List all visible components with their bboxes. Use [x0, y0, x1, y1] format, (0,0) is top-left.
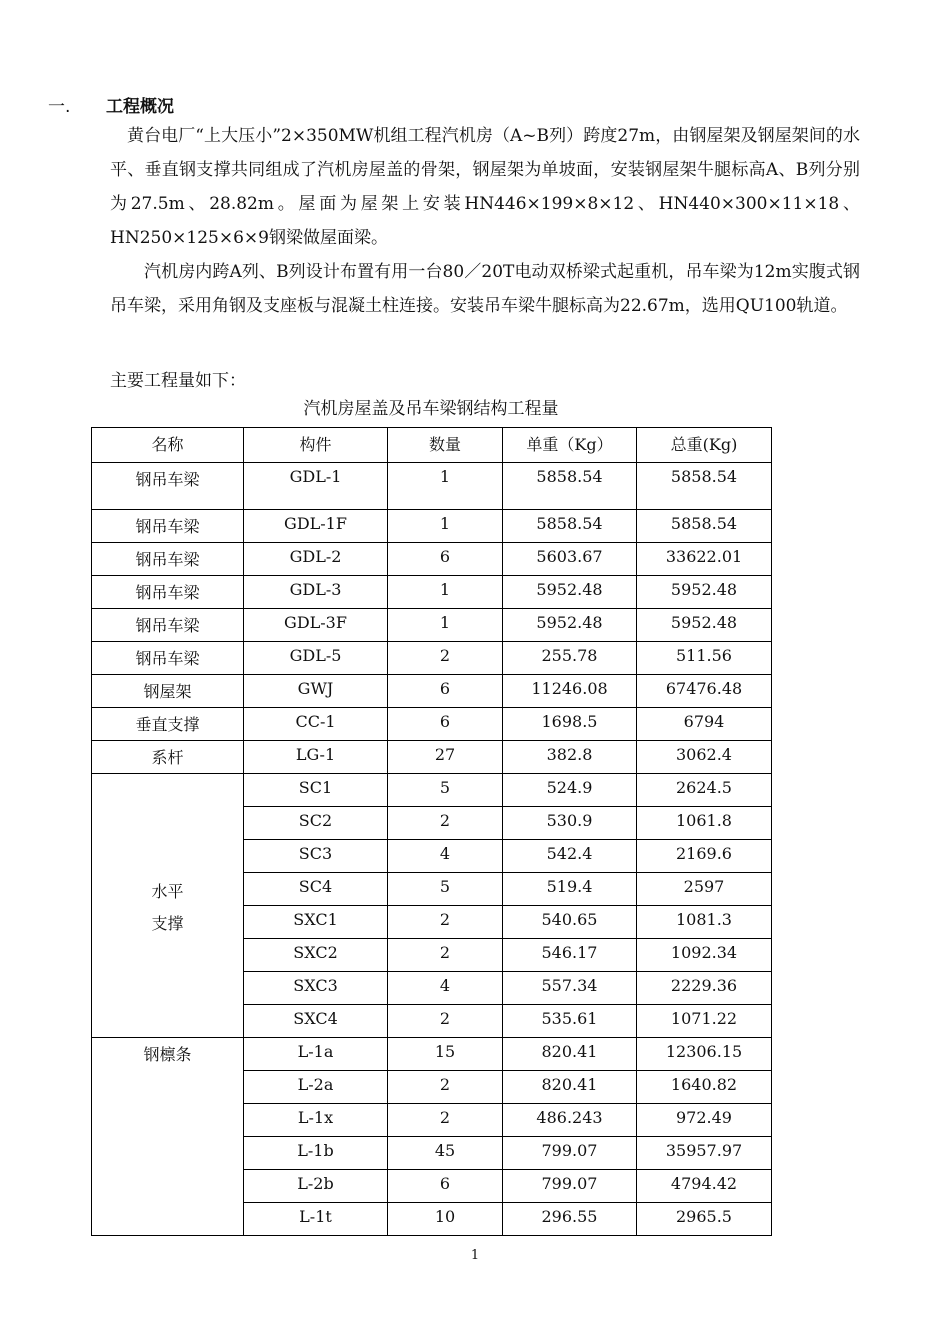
cell-component: CC-1 — [244, 708, 388, 741]
cell-quantity: 4 — [388, 840, 503, 873]
table-row — [92, 609, 772, 642]
header-quantity: 数量 — [388, 428, 503, 463]
cell-component: SC1 — [244, 774, 388, 807]
cell-unit-weight: 5603.67 — [503, 543, 637, 576]
cell-name: 系杆 — [92, 741, 244, 774]
table-row — [92, 543, 772, 576]
cell-quantity: 27 — [388, 741, 503, 774]
cell-name: 钢吊车梁 — [92, 576, 244, 609]
cell-component: SC3 — [244, 840, 388, 873]
cell-unit-weight: 255.78 — [503, 642, 637, 675]
cell-total-weight: 35957.97 — [637, 1137, 772, 1170]
cell-component: GDL-1F — [244, 510, 388, 543]
cell-total-weight: 2624.5 — [637, 774, 772, 807]
cell-total-weight: 6794 — [637, 708, 772, 741]
quantity-table — [91, 427, 772, 1236]
cell-total-weight: 2169.6 — [637, 840, 772, 873]
cell-quantity: 2 — [388, 807, 503, 840]
cell-unit-weight: 542.4 — [503, 840, 637, 873]
cell-unit-weight: 540.65 — [503, 906, 637, 939]
cell-total-weight: 5952.48 — [637, 576, 772, 609]
cell-unit-weight: 530.9 — [503, 807, 637, 840]
cell-unit-weight: 486.243 — [503, 1104, 637, 1137]
cell-quantity: 1 — [388, 576, 503, 609]
group-name-line-1: 水平 — [151, 881, 184, 901]
cell-total-weight: 5858.54 — [637, 463, 772, 510]
paragraph-overview: 黄台电厂“上大压小”2×350MW机组工程汽机房（A~B列）跨度27m，由钢屋架及钢屋架间的水平、垂直钢支撑共同组成了汽机房屋盖的骨架，钢屋架为单坡面，安装钢屋架牛腿标高A、B列分别为27.5m、28.82m。屋面为屋架上安装HN446×199×8×12、HN440×300×11×18、HN250×125×6×9钢梁做屋面梁。 — [110, 126, 860, 248]
cell-component: L-1x — [244, 1104, 388, 1137]
table-caption: 汽机房屋盖及吊车梁钢结构工程量 — [303, 399, 559, 419]
table-row — [92, 576, 772, 609]
cell-quantity: 2 — [388, 1071, 503, 1104]
cell-group-purlin: 钢檩条 — [92, 1038, 244, 1236]
table-row — [92, 463, 772, 510]
cell-unit-weight: 535.61 — [503, 1005, 637, 1038]
cell-name: 钢吊车梁 — [92, 609, 244, 642]
cell-component: GDL-5 — [244, 642, 388, 675]
table-header-row — [92, 428, 772, 463]
table-row — [92, 708, 772, 741]
cell-component: L-1t — [244, 1203, 388, 1236]
cell-component: GDL-3 — [244, 576, 388, 609]
section-heading — [48, 92, 174, 117]
cell-component: SC2 — [244, 807, 388, 840]
table-row — [92, 1038, 772, 1071]
cell-unit-weight: 382.8 — [503, 741, 637, 774]
cell-quantity: 1 — [388, 463, 503, 510]
cell-quantity: 45 — [388, 1137, 503, 1170]
cell-quantity: 2 — [388, 1005, 503, 1038]
cell-component: SXC2 — [244, 939, 388, 972]
cell-name: 钢吊车梁 — [92, 463, 244, 510]
cell-quantity: 2 — [388, 1104, 503, 1137]
cell-name: 钢吊车梁 — [92, 543, 244, 576]
cell-unit-weight: 11246.08 — [503, 675, 637, 708]
cell-quantity: 1 — [388, 609, 503, 642]
cell-total-weight: 1081.3 — [637, 906, 772, 939]
cell-component: GWJ — [244, 675, 388, 708]
cell-quantity: 2 — [388, 939, 503, 972]
cell-unit-weight: 1698.5 — [503, 708, 637, 741]
cell-total-weight: 1092.34 — [637, 939, 772, 972]
paragraph-crane: 汽机房内跨A列、B列设计布置有用一台80／20T电动双桥梁式起重机，吊车梁为12m实腹式钢吊车梁，采用角钢及支座板与混凝土柱连接。安装吊车梁牛腿标高为22.67m，选用QU100轨道。 — [110, 262, 860, 316]
cell-unit-weight: 5952.48 — [503, 576, 637, 609]
cell-component: GDL-2 — [244, 543, 388, 576]
cell-total-weight: 3062.4 — [637, 741, 772, 774]
cell-total-weight: 5952.48 — [637, 609, 772, 642]
paragraph-quantities-intro: 主要工程量如下： — [110, 371, 246, 391]
table-row — [92, 675, 772, 708]
cell-unit-weight: 799.07 — [503, 1170, 637, 1203]
cell-group-horizontal-brace — [92, 774, 244, 1038]
cell-name: 钢吊车梁 — [92, 510, 244, 543]
group-name-line-2: 支撑 — [151, 913, 184, 933]
cell-unit-weight: 524.9 — [503, 774, 637, 807]
cell-quantity: 6 — [388, 708, 503, 741]
cell-quantity: 6 — [388, 1170, 503, 1203]
header-name: 名称 — [92, 428, 244, 463]
header-unit-weight: 单重（Kg） — [503, 428, 637, 463]
cell-total-weight: 2229.36 — [637, 972, 772, 1005]
cell-quantity: 1 — [388, 510, 503, 543]
header-total-weight: 总重(Kg) — [637, 428, 772, 463]
cell-total-weight: 12306.15 — [637, 1038, 772, 1071]
table-row — [92, 774, 772, 807]
cell-quantity: 6 — [388, 543, 503, 576]
cell-quantity: 5 — [388, 873, 503, 906]
table-row — [92, 642, 772, 675]
cell-quantity: 2 — [388, 642, 503, 675]
cell-name: 钢吊车梁 — [92, 642, 244, 675]
cell-component: SC4 — [244, 873, 388, 906]
cell-component: L-1a — [244, 1038, 388, 1071]
cell-unit-weight: 820.41 — [503, 1038, 637, 1071]
cell-unit-weight: 820.41 — [503, 1071, 637, 1104]
cell-quantity: 10 — [388, 1203, 503, 1236]
cell-component: SXC3 — [244, 972, 388, 1005]
cell-total-weight: 67476.48 — [637, 675, 772, 708]
cell-unit-weight: 557.34 — [503, 972, 637, 1005]
section-number: 一. — [48, 97, 71, 117]
cell-component: SXC4 — [244, 1005, 388, 1038]
cell-name: 垂直支撑 — [92, 708, 244, 741]
cell-component: L-2a — [244, 1071, 388, 1104]
cell-total-weight: 1071.22 — [637, 1005, 772, 1038]
header-component: 构件 — [244, 428, 388, 463]
cell-quantity: 15 — [388, 1038, 503, 1071]
cell-total-weight: 2597 — [637, 873, 772, 906]
cell-unit-weight: 296.55 — [503, 1203, 637, 1236]
cell-unit-weight: 5858.54 — [503, 510, 637, 543]
cell-total-weight: 4794.42 — [637, 1170, 772, 1203]
cell-total-weight: 972.49 — [637, 1104, 772, 1137]
cell-component: SXC1 — [244, 906, 388, 939]
cell-unit-weight: 519.4 — [503, 873, 637, 906]
cell-unit-weight: 5952.48 — [503, 609, 637, 642]
cell-unit-weight: 799.07 — [503, 1137, 637, 1170]
page-number: 1 — [470, 1248, 480, 1263]
cell-name: 钢屋架 — [92, 675, 244, 708]
cell-component: GDL-1 — [244, 463, 388, 510]
cell-unit-weight: 5858.54 — [503, 463, 637, 510]
cell-total-weight: 511.56 — [637, 642, 772, 675]
cell-total-weight: 2965.5 — [637, 1203, 772, 1236]
cell-quantity: 4 — [388, 972, 503, 1005]
table-row — [92, 741, 772, 774]
cell-total-weight: 1640.82 — [637, 1071, 772, 1104]
cell-component: L-2b — [244, 1170, 388, 1203]
table-row — [92, 510, 772, 543]
cell-component: L-1b — [244, 1137, 388, 1170]
cell-total-weight: 5858.54 — [637, 510, 772, 543]
cell-component: LG-1 — [244, 741, 388, 774]
cell-total-weight: 1061.8 — [637, 807, 772, 840]
cell-component: GDL-3F — [244, 609, 388, 642]
section-title: 工程概况 — [106, 97, 174, 117]
cell-quantity: 6 — [388, 675, 503, 708]
cell-unit-weight: 546.17 — [503, 939, 637, 972]
cell-total-weight: 33622.01 — [637, 543, 772, 576]
cell-quantity: 2 — [388, 906, 503, 939]
cell-quantity: 5 — [388, 774, 503, 807]
